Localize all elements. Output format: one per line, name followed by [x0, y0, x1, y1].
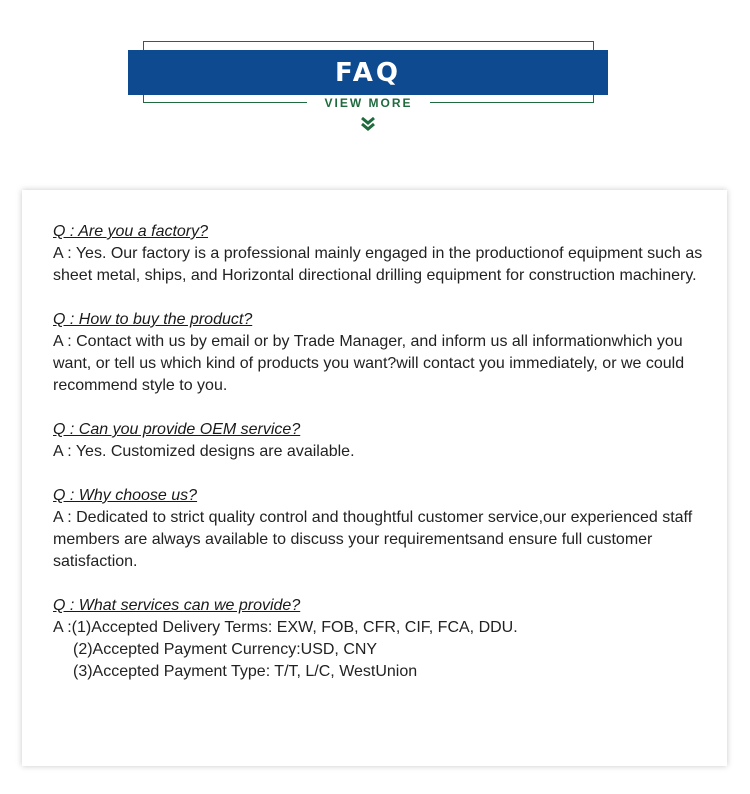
- faq-question: Q : How to buy the product?: [53, 311, 253, 328]
- faq-item: [53, 485, 713, 573]
- faq-answer: A : Contact with us by email or by Trade Manager, and inform us all informationwhich you want, or tell us which kind of products you want?will contact you immediately, or we could recommend style to you.: [53, 333, 685, 394]
- view-more-link[interactable]: VIEW MORE: [324, 96, 413, 110]
- answer-line: (3)Accepted Payment Type: T/T, L/C, WestUnion: [73, 663, 418, 680]
- faq-answer: A : Dedicated to strict quality control and thoughtful customer service,our experienced staff members are always available to discuss your requirementsand ensure full customer satisfaction.: [53, 509, 693, 570]
- faq-banner: [128, 50, 608, 95]
- faq-header: [0, 0, 750, 140]
- answer-line: A :(1)Accepted Delivery Terms: EXW, FOB, CFR, CIF, FCA, DDU.: [53, 619, 518, 636]
- faq-item: [53, 419, 713, 463]
- answer-line: (2)Accepted Payment Currency:USD, CNY: [73, 641, 378, 658]
- faq-card: [22, 190, 727, 766]
- double-chevron-down-icon[interactable]: [359, 116, 377, 132]
- faq-answer: A : Yes. Our factory is a professional mainly engaged in the productionof equipment such as sheet metal, ships, and Horizontal directional drilling equipment for construction machinery.: [53, 245, 703, 284]
- faq-item: [53, 595, 713, 683]
- faq-item: [53, 309, 713, 397]
- faq-answer: A : Yes. Customized designs are available.: [53, 443, 355, 460]
- header-frame-line: [430, 102, 594, 103]
- header-frame-line: [143, 41, 594, 42]
- faq-question: Q : Are you a factory?: [53, 223, 209, 240]
- faq-answer: [53, 617, 713, 683]
- header-frame-line: [143, 102, 307, 103]
- faq-question: Q : What services can we provide?: [53, 597, 301, 614]
- page-title: FAQ: [334, 57, 401, 88]
- faq-question: Q : Can you provide OEM service?: [53, 421, 301, 438]
- faq-list: [53, 221, 713, 705]
- faq-question: Q : Why choose us?: [53, 487, 198, 504]
- faq-item: [53, 221, 713, 287]
